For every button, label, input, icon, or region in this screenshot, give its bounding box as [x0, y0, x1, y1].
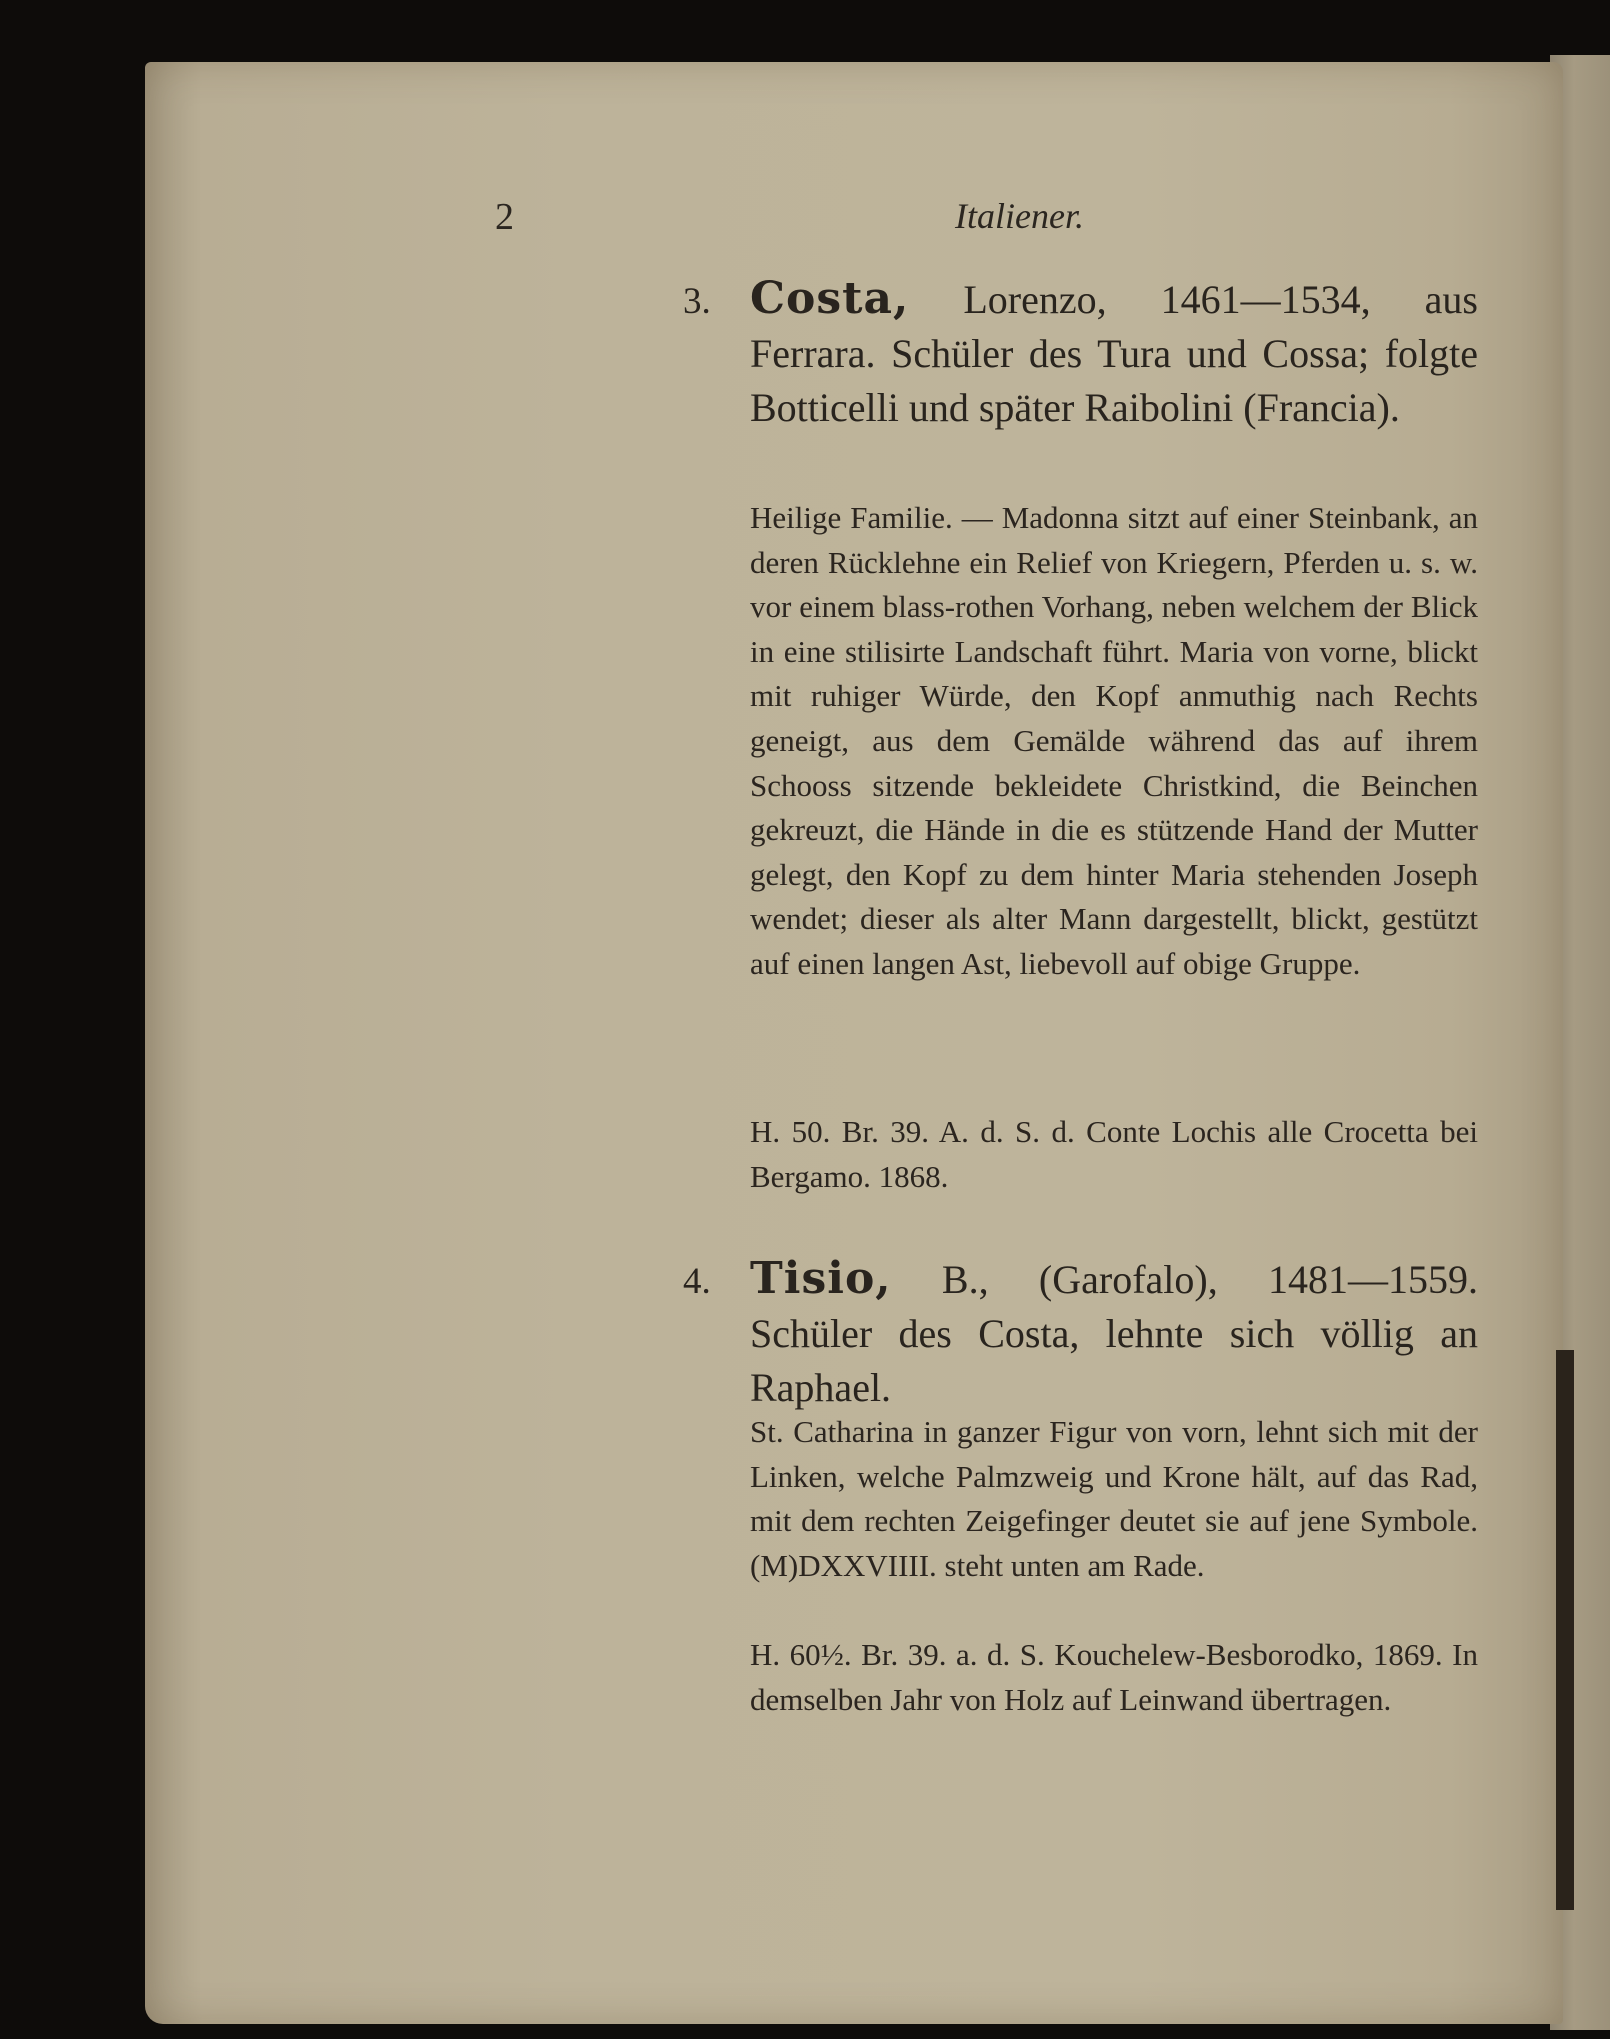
painting-description: St. Catharina in ganzer Figur von vorn, lehnt sich mit der Linken, welche Palmzweig und Krone hält, auf das Rad, mit dem rechten Zeigefinger deutet sie auf jene Symbole. (M)DXXVIIII. steht unten am Rade.: [750, 1414, 1478, 1583]
artist-name: Costa,: [750, 273, 910, 324]
artist-details: B., (Garofalo), 1481—1559. Schüler des Costa, lehnte sich völlig an Raphael.: [750, 1257, 1479, 1410]
entry-header: [750, 1252, 1478, 1415]
painting-description: Heilige Familie. — Madonna sitzt auf einer Steinbank, an deren Rücklehne ein Relief von Kriegern, Pferden u. s. w. vor einem blass-rothen Vorhang, neben welchem der Blick in eine stilisirte Landschaft führt. Maria von vorne, blickt mit ruhiger Würde, den Kopf anmuthig nach Rechts geneigt, aus dem Gemälde während das auf ihrem Schooss sitzende bekleidete Christkind, die Beinchen gekreuzt, die Hände in die es stützende Hand der Mutter gelegt, den Kopf zu dem hinter Maria stehenden Joseph wendet; dieser als alter Mann dargestellt, blickt, gestützt auf einen langen Ast, liebevoll auf obige Gruppe.: [750, 500, 1478, 981]
painting-dimensions-provenance: H. 60½. Br. 39. a. d. S. Kouchelew-Besborodko, 1869. In demselben Jahr von Holz auf Leinwand übertragen.: [750, 1637, 1478, 1717]
artist-details: Lorenzo, 1461—1534, aus Ferrara. Schüler des Tura und Cossa; folgte Botticelli und später Raibolini (Francia).: [750, 277, 1478, 430]
entry-number: 3.: [683, 281, 711, 322]
running-head: [0, 195, 1610, 245]
artist-name: Tisio,: [750, 1253, 892, 1304]
section-title: Italiener.: [955, 196, 1084, 236]
painting-dimensions-provenance: H. 50. Br. 39. A. d. S. d. Conte Lochis alle Crocetta bei Bergamo. 1868.: [750, 1114, 1478, 1194]
page-fold-shadow: [1556, 1350, 1574, 1910]
page-number: 2: [495, 196, 514, 238]
entry-number: 4.: [683, 1261, 711, 1302]
entry-header: [750, 272, 1478, 435]
